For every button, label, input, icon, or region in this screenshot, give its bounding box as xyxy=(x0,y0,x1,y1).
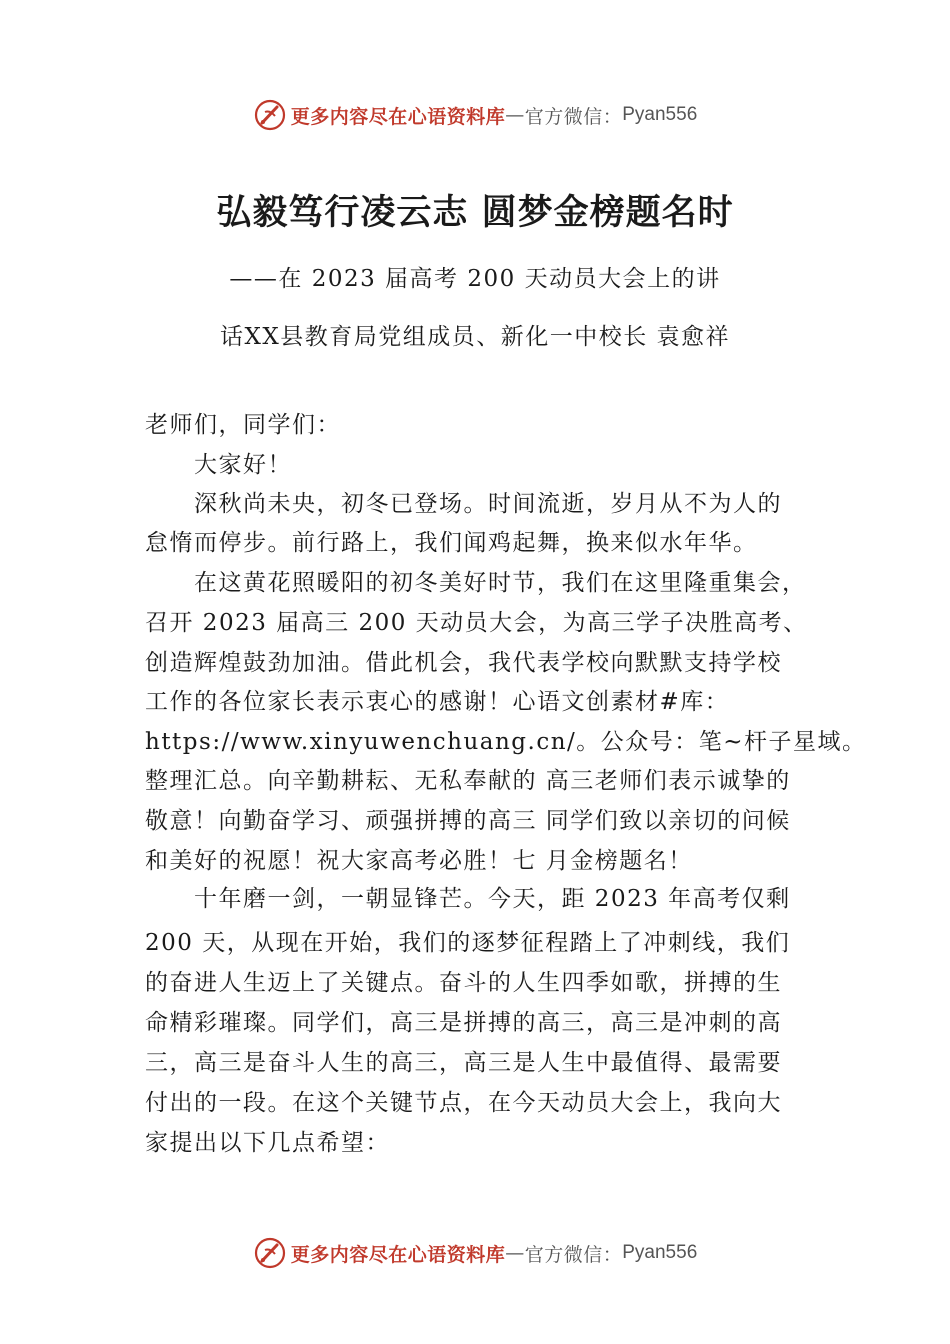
body-line: 整理汇总。向辛勤耕耘、无私奉献的 高三老师们表示诚挚的 xyxy=(145,768,791,794)
body-line: 大家好！ xyxy=(145,452,292,478)
brush-logo-icon xyxy=(253,98,287,132)
body-line: 和美好的祝愿！祝大家高考必胜！七 月金榜题名！ xyxy=(145,848,693,874)
watermark-right-text: 官方微信： xyxy=(524,105,623,128)
body-line: 十年磨一剑，一朝显锋芒。今天，距 2023 年高考仅剩 xyxy=(145,886,791,912)
document-title: 弘毅笃行凌云志 圆梦金榜题名时 xyxy=(216,192,734,233)
watermark-handle: Pyan556 xyxy=(622,1242,698,1263)
watermark-handle: Pyan556 xyxy=(622,104,698,125)
body-line: 命精彩璀璨。同学们，高三是拼搏的高三，高三是冲刺的高 xyxy=(145,1010,782,1036)
body-line: 老师们，同学们： xyxy=(145,412,341,438)
body-link-line: https://www.xinyuwenchuang.cn/。公众号：笔~杆子星域。 xyxy=(145,729,867,755)
brush-logo-icon xyxy=(253,1236,287,1270)
watermark-right-text: 官方微信： xyxy=(524,1243,623,1266)
body-line: 200 天，从现在开始，我们的逐梦征程踏上了冲刺线，我们 xyxy=(145,930,791,956)
body-line: 在这黄花照暖阳的初冬美好时节，我们在这里隆重集会， xyxy=(145,570,807,596)
body-line: 三，高三是奋斗人生的高三，高三是人生中最值得、最需要 xyxy=(145,1050,782,1076)
body-line: 付出的一段。在这个关键节点，在今天动员大会上，我向大 xyxy=(145,1090,782,1116)
body-line: 创造辉煌鼓劲加油。借此机会，我代表学校向默默支持学校 xyxy=(145,650,782,676)
body-line: 家提出以下几点希望： xyxy=(145,1130,390,1156)
watermark-dash: — xyxy=(505,104,525,126)
body-line: 深秋尚未央，初冬已登场。时间流逝，岁月从不为人的 xyxy=(145,491,782,517)
body-line: 的奋进人生迈上了关键点。奋斗的人生四季如歌，拼搏的生 xyxy=(145,970,782,996)
body-line: 怠惰而停步。前行路上，我们闻鸡起舞，换来似水年华。 xyxy=(145,530,758,556)
bottom-watermark xyxy=(0,1233,950,1273)
body-line: 敬意！向勤奋学习、顽强拼搏的高三 同学们致以亲切的问候 xyxy=(145,808,791,834)
body-line: 工作的各位家长表示衷心的感谢！心语文创素材#库： xyxy=(145,689,730,715)
top-watermark xyxy=(0,95,950,135)
watermark-left-text: 更多内容尽在心语资料库 xyxy=(290,1243,506,1266)
body-line: 召开 2023 届高三 200 天动员大会，为高三学子决胜高考、 xyxy=(145,610,808,636)
watermark-left-text: 更多内容尽在心语资料库 xyxy=(290,105,506,128)
watermark-dash: — xyxy=(505,1242,525,1264)
subtitle-line-2: 话XX县教育局党组成员、新化一中校长 袁愈祥 xyxy=(219,324,731,350)
subtitle-line-1: ——在 2023 届高考 200 天动员大会上的讲 xyxy=(229,266,721,292)
